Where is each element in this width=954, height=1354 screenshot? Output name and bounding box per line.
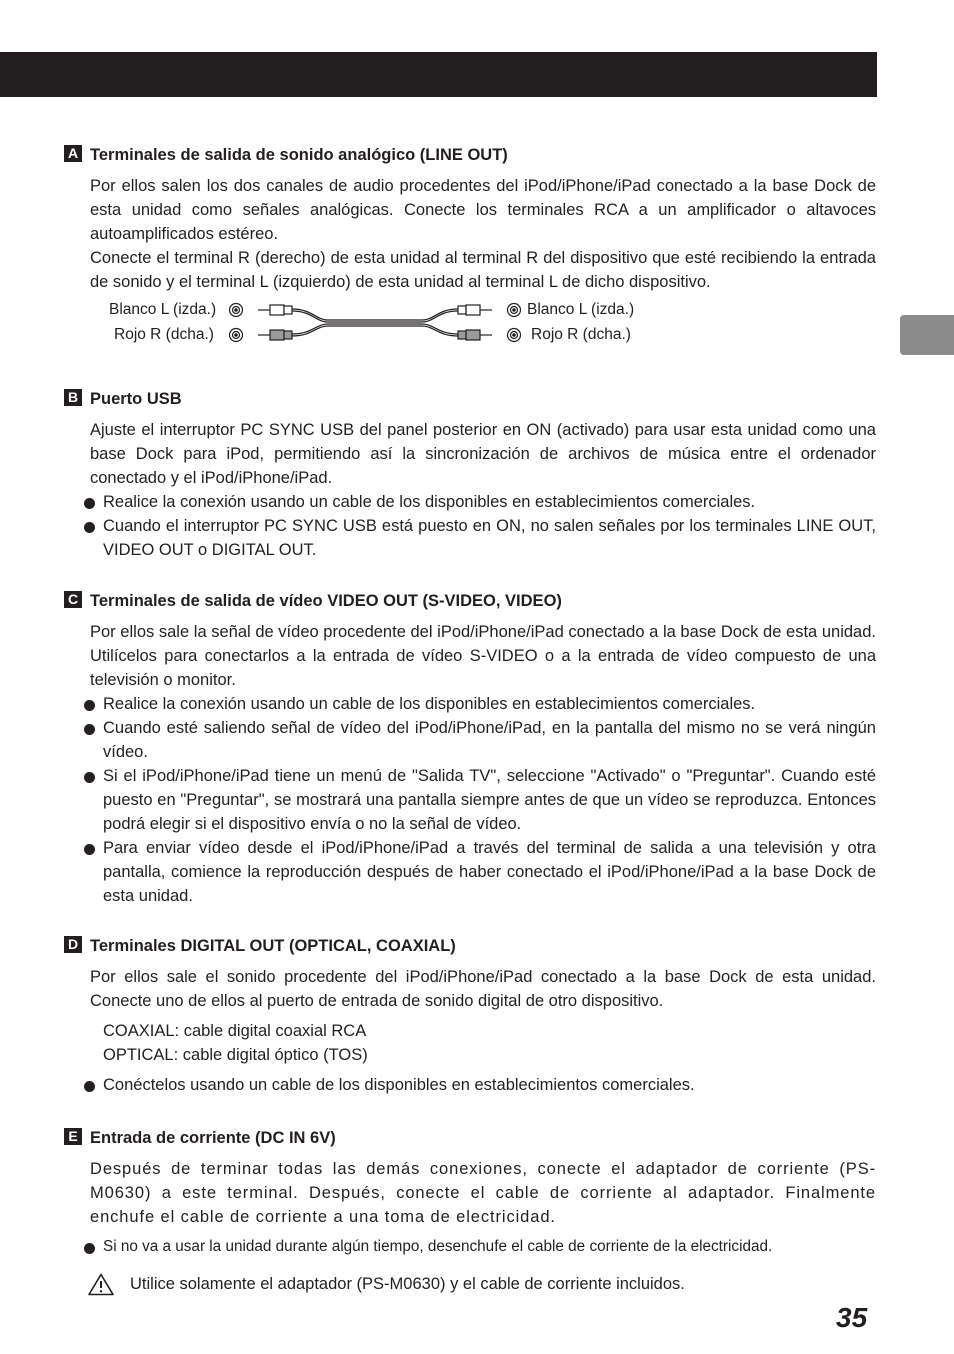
section-title: Terminales DIGITAL OUT (OPTICAL, COAXIAL) xyxy=(90,937,456,955)
paragraph: Después de terminar todas las demás conexiones, conecte el adaptador de corriente (PS-M0630) a este terminal. Después, conecte el cable de corriente al adaptador. Finalmente enchufe el cable de corriente a una toma de electricidad. xyxy=(90,1160,876,1226)
label-right-white: Blanco L (izda.) xyxy=(527,301,635,318)
section-dc-in xyxy=(64,1128,876,1259)
header-bar xyxy=(0,52,877,97)
page-number: 35 xyxy=(836,1302,868,1333)
label-left-white: Blanco L (izda.) xyxy=(109,301,217,318)
bullet-item: Cuando esté saliendo señal de vídeo del iPod/iPhone/iPad, en la pantalla del mismo no se verá ningún vídeo. xyxy=(103,716,876,764)
caution-text: Utilice solamente el adaptador (PS-M0630) y el cable de corriente incluidos. xyxy=(130,1275,685,1293)
section-usb-port xyxy=(64,389,876,562)
section-letter: C xyxy=(64,591,82,608)
rca-cable-icon xyxy=(224,298,526,348)
section-letter: D xyxy=(64,936,82,953)
bullet-item: Si no va a usar la unidad durante algún tiempo, desenchufe el cable de corriente de la electricidad. xyxy=(103,1235,876,1259)
bullet-list xyxy=(64,490,876,562)
section-letter: A xyxy=(64,145,82,162)
bullet-item: Cuando el interruptor PC SYNC USB está puesto en ON, no salen señales por los terminales LINE OUT, VIDEO OUT o DIGITAL OUT. xyxy=(103,514,876,562)
section-video-out xyxy=(64,591,876,908)
warning-triangle-icon xyxy=(88,1273,114,1296)
label-right-red: Rojo R (dcha.) xyxy=(531,326,631,343)
section-digital-out xyxy=(64,936,876,1097)
section-title: Terminales de salida de sonido analógico (LINE OUT) xyxy=(90,146,508,164)
cable-type-line: COAXIAL: cable digital coaxial RCA xyxy=(103,1022,367,1040)
caution-note xyxy=(88,1272,868,1298)
section-title: Entrada de corriente (DC IN 6V) xyxy=(90,1129,336,1147)
language-side-tab xyxy=(900,315,954,355)
section-title: Puerto USB xyxy=(90,390,182,408)
rca-cable-diagram xyxy=(104,298,664,348)
bullet-item: Realice la conexión usando un cable de los disponibles en establecimientos comerciales. xyxy=(103,490,876,514)
bullet-item: Realice la conexión usando un cable de los disponibles en establecimientos comerciales. xyxy=(103,692,876,716)
bullet-item: Para enviar vídeo desde el iPod/iPhone/iPad a través del terminal de salida a una televisión y otra pantalla, comience la reproducción después de haber conectado el iPod/iPhone/iPad a la base Dock de esta unidad. xyxy=(103,836,876,908)
bullet-list xyxy=(64,1235,876,1259)
paragraph: Por ellos sale el sonido procedente del iPod/iPhone/iPad conectado a la base Dock de esta unidad. Conecte uno de ellos al puerto de entrada de sonido digital de otro dispositivo. xyxy=(90,968,876,1010)
section-letter: E xyxy=(64,1128,82,1145)
bullet-list xyxy=(64,692,876,908)
paragraph: Por ellos salen los dos canales de audio procedentes del iPod/iPhone/iPad conectado a la base Dock de esta unidad como señales analógicas. Conecte los terminales RCA a un amplificador o altavoces autoamplificados estéreo. xyxy=(90,177,876,243)
bullet-item: Si el iPod/iPhone/iPad tiene un menú de "Salida TV", seleccione "Activado" o "Preguntar". Cuando esté puesto en "Preguntar", se mostrará una pantalla siempre antes de que un vídeo se reproduzca. Entonces podrá elegir si el dispositivo envía o no la señal de vídeo. xyxy=(103,764,876,836)
cable-type-line: OPTICAL: cable digital óptico (TOS) xyxy=(103,1046,368,1064)
label-left-red: Rojo R (dcha.) xyxy=(114,326,214,343)
section-letter: B xyxy=(64,389,82,406)
paragraph: Conecte el terminal R (derecho) de esta unidad al terminal R del dispositivo que esté recibiendo la entrada de sonido y el terminal L (izquierdo) de esta unidad al terminal L de dicho dispositivo. xyxy=(90,249,876,291)
section-title: Terminales de salida de vídeo VIDEO OUT (S-VIDEO, VIDEO) xyxy=(90,592,562,610)
bullet-item: Conéctelos usando un cable de los disponibles en establecimientos comerciales. xyxy=(103,1073,876,1097)
paragraph: Ajuste el interruptor PC SYNC USB del panel posterior en ON (activado) para usar esta unidad como una base Dock para iPod, permitiendo así la sincronización de archivos de música entre el ordenador conectado y el iPod/iPhone/iPad. xyxy=(90,421,876,487)
paragraph: Por ellos sale la señal de vídeo procedente del iPod/iPhone/iPad conectado a la base Dock de esta unidad. Utilícelos para conectarlos a la entrada de vídeo S-VIDEO o a la entrada de vídeo compuesto de una televisión o monitor. xyxy=(90,623,876,689)
bullet-list xyxy=(64,1073,876,1097)
section-line-out xyxy=(64,145,876,294)
